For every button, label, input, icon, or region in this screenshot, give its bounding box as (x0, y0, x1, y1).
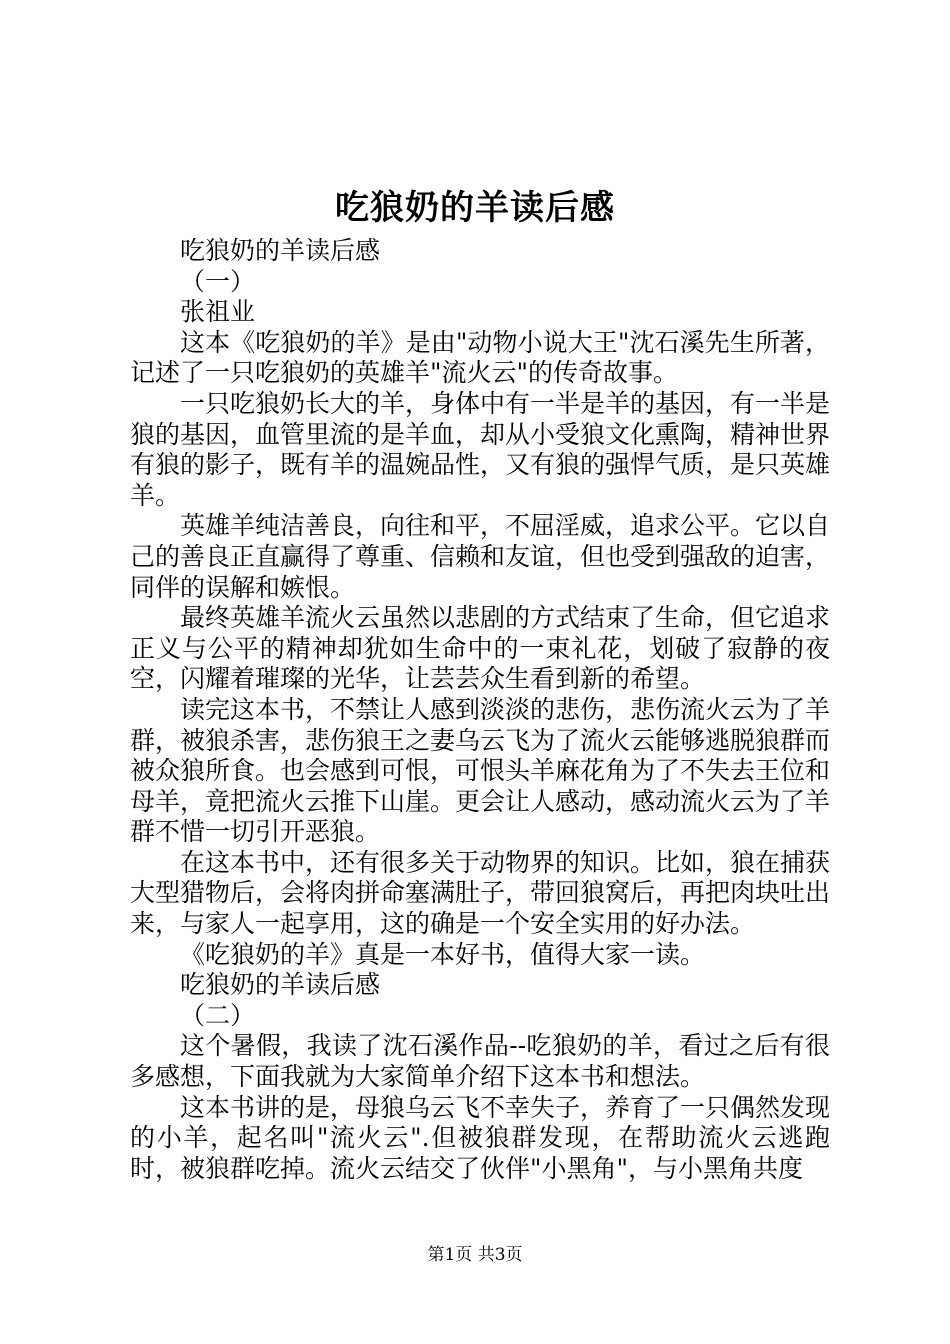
paragraph: 读完这本书，不禁让人感到淡淡的悲伤，悲伤流火云为了羊群，被狼杀害，悲伤狼王之妻乌云飞为了流火云能够逃脱狼群而被众狼所食。也会感到可恨，可恨头羊麻花角为了不失去王位和母羊，竟把流火云推下山崖。更会让人感动，感动流火云为了羊群不惜一切引开恶狼。 (130, 694, 831, 847)
paragraph: 英雄羊纯洁善良，向往和平，不屈淫威，追求公平。它以自己的善良正直赢得了尊重、信赖和友谊，但也受到强敌的迫害，同伴的误解和嫉恨。 (130, 511, 831, 602)
paragraph: 这本书讲的是，母狼乌云飞不幸失子，养育了一只偶然发现的小羊，起名叫"流火云".但被狼群发现，在帮助流火云逃跑时，被狼群吃掉。流火云结交了伙伴"小黑角"，与小黑角共度 (130, 1092, 831, 1183)
paragraph: 这个暑假，我读了沈石溪作品--吃狼奶的羊，看过之后有很多感想，下面我就为大家简单介绍下这本书和想法。 (130, 1031, 830, 1092)
paragraph: （二） (180, 1000, 256, 1030)
paragraph: 这本《吃狼奶的羊》是由"动物小说大王"沈石溪先生所著，记述了一只吃狼奶的英雄羊"流火云"的传奇故事。 (130, 327, 830, 388)
paragraph: 吃狼奶的羊读后感 (180, 236, 381, 265)
document-body (130, 236, 830, 1184)
paragraph: 一只吃狼奶长大的羊，身体中有一半是羊的基因，有一半是狼的基因，血管里流的是羊血，却从小受狼文化熏陶，精神世界有狼的影子，既有羊的温婉品性，又有狼的强悍气质，是只英雄羊。 (130, 388, 831, 510)
paragraph: 最终英雄羊流火云虽然以悲剧的方式结束了生命，但它追求正义与公平的精神却犹如生命中的一束礼花，划破了寂静的夜空，闪耀着璀璨的光华，让芸芸众生看到新的希望。 (130, 603, 831, 694)
paragraph: 张祖业 (180, 297, 256, 327)
document-title: 吃狼奶的羊读后感 (335, 188, 615, 228)
page-footer: 第1页 共3页 (427, 1245, 523, 1265)
paragraph: （一） (180, 266, 256, 296)
paragraph: 吃狼奶的羊读后感 (180, 970, 381, 1000)
paragraph: 《吃狼奶的羊》真是一本好书，值得大家一读。 (180, 939, 706, 969)
paragraph: 在这本书中，还有很多关于动物界的知识。比如，狼在捕获大型猎物后，会将肉拼命塞满肚子，带回狼窝后，再把肉块吐出来，与家人一起享用，这的确是一个安全实用的好办法。 (130, 847, 831, 939)
